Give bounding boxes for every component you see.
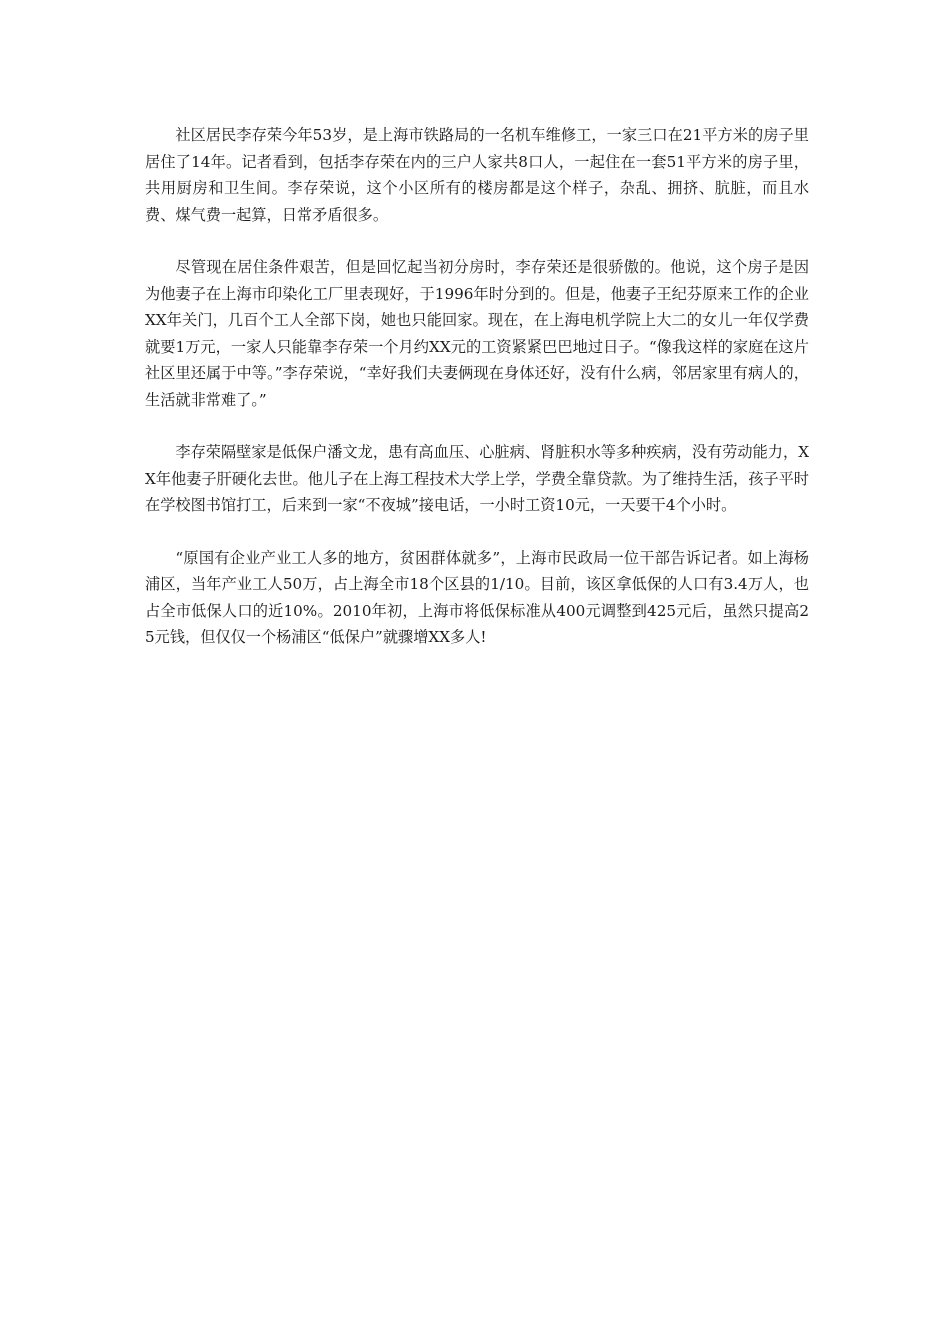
paragraph-1: 社区居民李存荣今年53岁，是上海市铁路局的一名机车维修工，一家三口在21平方米的房子里居住了14年。记者看到，包括李存荣在内的三户人家共8口人，一起住在一套51平方米的房子里，共用厨房和卫生间。李存荣说，这个小区所有的楼房都是这个样子，杂乱、拥挤、肮脏，而且水费、煤气费一起算，日常矛盾很多。 <box>145 126 809 224</box>
article-body <box>145 122 809 677</box>
paragraph-4: “原国有企业产业工人多的地方，贫困群体就多”，上海市民政局一位干部告诉记者。如上海杨浦区，当年产业工人50万，占上海全市18个区县的1/10。目前，该区拿低保的人口有3.4万人，也占全市低保人口的近10%。2010年初，上海市将低保标准从400元调整到425元后，虽然只提高25元钱，但仅仅一个杨浦区“低保户”就骤增XX多人! <box>145 548 809 646</box>
paragraph-3: 李存荣隔壁家是低保户潘文龙，患有高血压、心脏病、肾脏积水等多种疾病，没有劳动能力，XX年他妻子肝硬化去世。他儿子在上海工程技术大学上学，学费全靠贷款。为了维持生活，孩子平时在学校图书馆打工，后来到一家“不夜城”接电话，一小时工资10元，一天要干4个小时。 <box>145 443 809 514</box>
paragraph-2: 尽管现在居住条件艰苦，但是回忆起当初分房时，李存荣还是很骄傲的。他说，这个房子是因为他妻子在上海市印染化工厂里表现好，于1996年时分到的。但是，他妻子王纪芬原来工作的企业XX年关门，几百个工人全部下岗，她也只能回家。现在，在上海电机学院上大二的女儿一年仅学费就要1万元，一家人只能靠李存荣一个月约XX元的工资紧紧巴巴地过日子。“像我这样的家庭在这片社区里还属于中等。”李存荣说，“幸好我们夫妻俩现在身体还好，没有什么病，邻居家里有病人的，生活就非常难了。” <box>145 258 809 409</box>
